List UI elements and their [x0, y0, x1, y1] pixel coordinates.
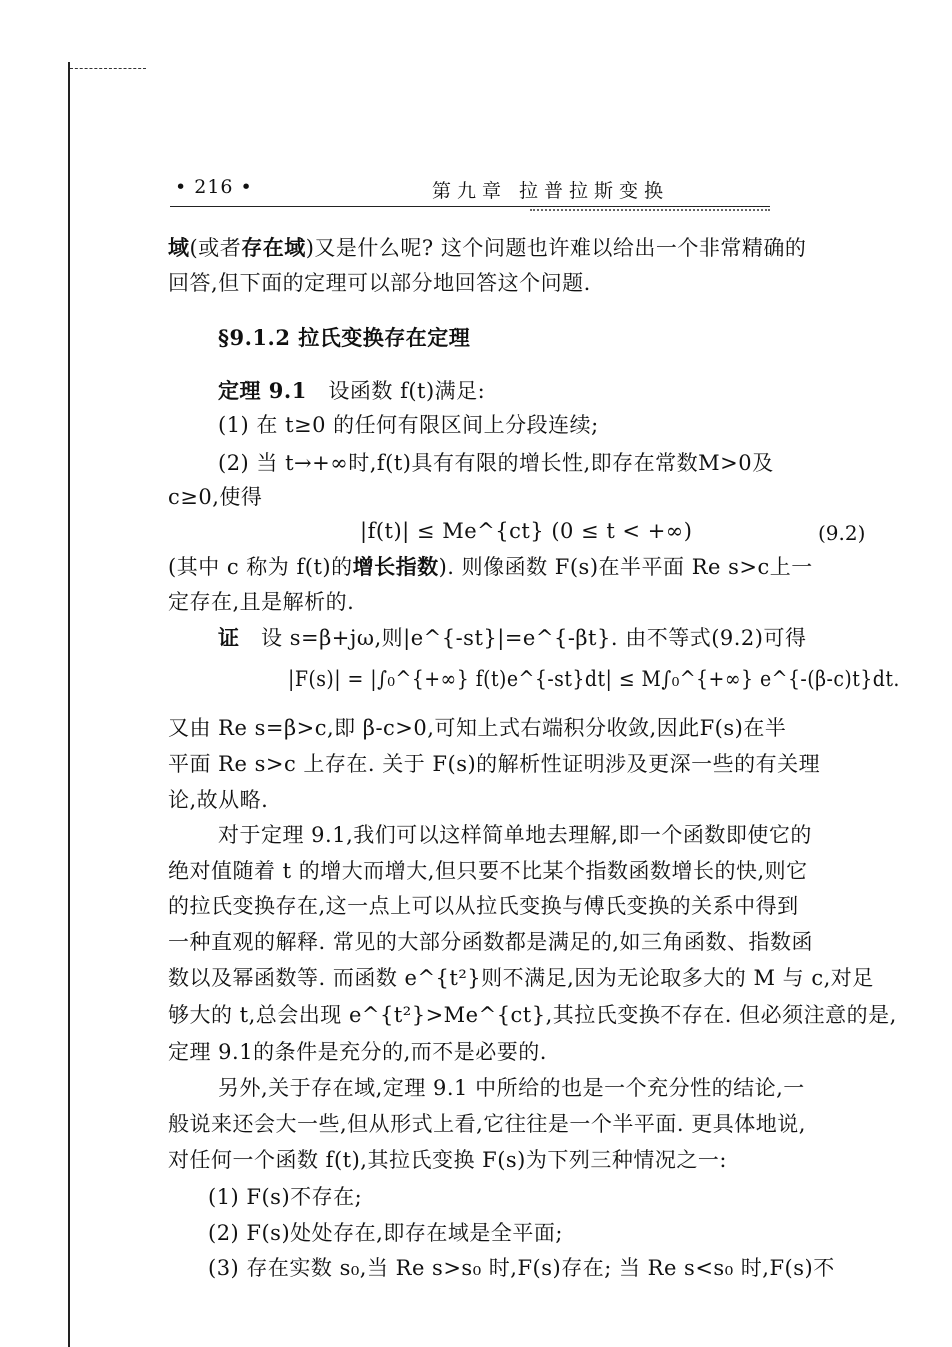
equation-number: (9.2): [818, 521, 866, 545]
text-line: 般说来还会大一些,但从形式上看,它往往是一个半平面. 更具体地说,: [168, 1112, 806, 1136]
text-line: 定存在,且是解析的.: [168, 590, 355, 614]
condition-2: (2) 当 t→+∞时,f(t)具有有限的增长性,即存在常数M>0及: [218, 451, 774, 475]
text-line: 对任何一个函数 f(t),其拉氏变换 F(s)为下列三种情况之一:: [168, 1148, 727, 1172]
text-line: (其中 c 称为 f(t)的增长指数). 则像函数 F(s)在半平面 Re s>c上一: [168, 554, 813, 579]
text-line: 又由 Re s=β>c,即 β-c>0,可知上式右端积分收敛,因此F(s)在半: [168, 716, 787, 740]
condition-2-cont: c≥0,使得: [168, 485, 263, 509]
text-line: 一种直观的解释. 常见的大部分函数都是满足的,如三角函数、指数函: [168, 930, 814, 954]
header-rule: [170, 206, 770, 207]
proof-formula: |F(s)| = |∫₀^{+∞} f(t)e^{-st}dt| ≤ M∫₀^{+∞} e^{-(β-c)t}dt.: [288, 667, 900, 691]
text-line: 数以及幂函数等. 而函数 e^{t²}则不满足,因为无论取多大的 M 与 c,对足: [168, 966, 874, 990]
text-line: 域(或者存在域)又是什么呢? 这个问题也许难以给出一个非常精确的: [168, 235, 807, 260]
proof-label: 证: [218, 625, 240, 650]
chapter-title: 第九章 拉普拉斯变换: [432, 180, 670, 202]
page-left-border: [68, 62, 70, 1347]
case-2: (2) F(s)处处存在,即存在域是全平面;: [208, 1221, 563, 1245]
condition-1: (1) 在 t≥0 的任何有限区间上分段连续;: [218, 413, 599, 437]
text-line: 回答,但下面的定理可以部分地回答这个问题.: [168, 271, 591, 295]
theorem-statement: 定理 9.1 设函数 f(t)满足:: [218, 378, 486, 403]
text-line: 平面 Re s>c 上存在. 关于 F(s)的解析性证明涉及更深一些的有关理: [168, 752, 821, 776]
text-line: 绝对值随着 t 的增大而增大,但只要不比某个指数函数增长的快,则它: [168, 859, 808, 883]
section-heading: §9.1.2 拉氏变换存在定理: [218, 325, 471, 350]
header-rule-dotted: [530, 209, 770, 211]
page-number: • 216 •: [175, 176, 253, 198]
case-3: (3) 存在实数 s₀,当 Re s>s₀ 时,F(s)存在; 当 Re s<s₀ 时,F(s)不: [208, 1256, 835, 1280]
text-line: 定理 9.1的条件是充分的,而不是必要的.: [168, 1040, 547, 1064]
running-header: [0, 172, 952, 202]
text-line: 对于定理 9.1,我们可以这样简单地去理解,即一个函数即使它的: [218, 823, 812, 847]
text-line: 够大的 t,总会出现 e^{t²}>Me^{ct},其拉氏变换不存在. 但必须注意的是,: [168, 1003, 897, 1027]
text-line: 另外,关于存在域,定理 9.1 中所给的也是一个充分性的结论,一: [218, 1076, 805, 1100]
text-line: 的拉氏变换存在,这一点上可以从拉氏变换与傅氏变换的关系中得到: [168, 894, 799, 918]
proof-line: 证 设 s=β+jω,则|e^{-st}|=e^{-βt}. 由不等式(9.2)可得: [218, 625, 807, 650]
case-1: (1) F(s)不存在;: [208, 1185, 363, 1209]
theorem-label: 定理 9.1: [218, 378, 307, 403]
equation: |f(t)| ≤ Me^{ct} (0 ≤ t < +∞): [360, 519, 693, 543]
text-line: 论,故从略.: [168, 788, 269, 812]
top-dashed-mark: [70, 68, 146, 69]
